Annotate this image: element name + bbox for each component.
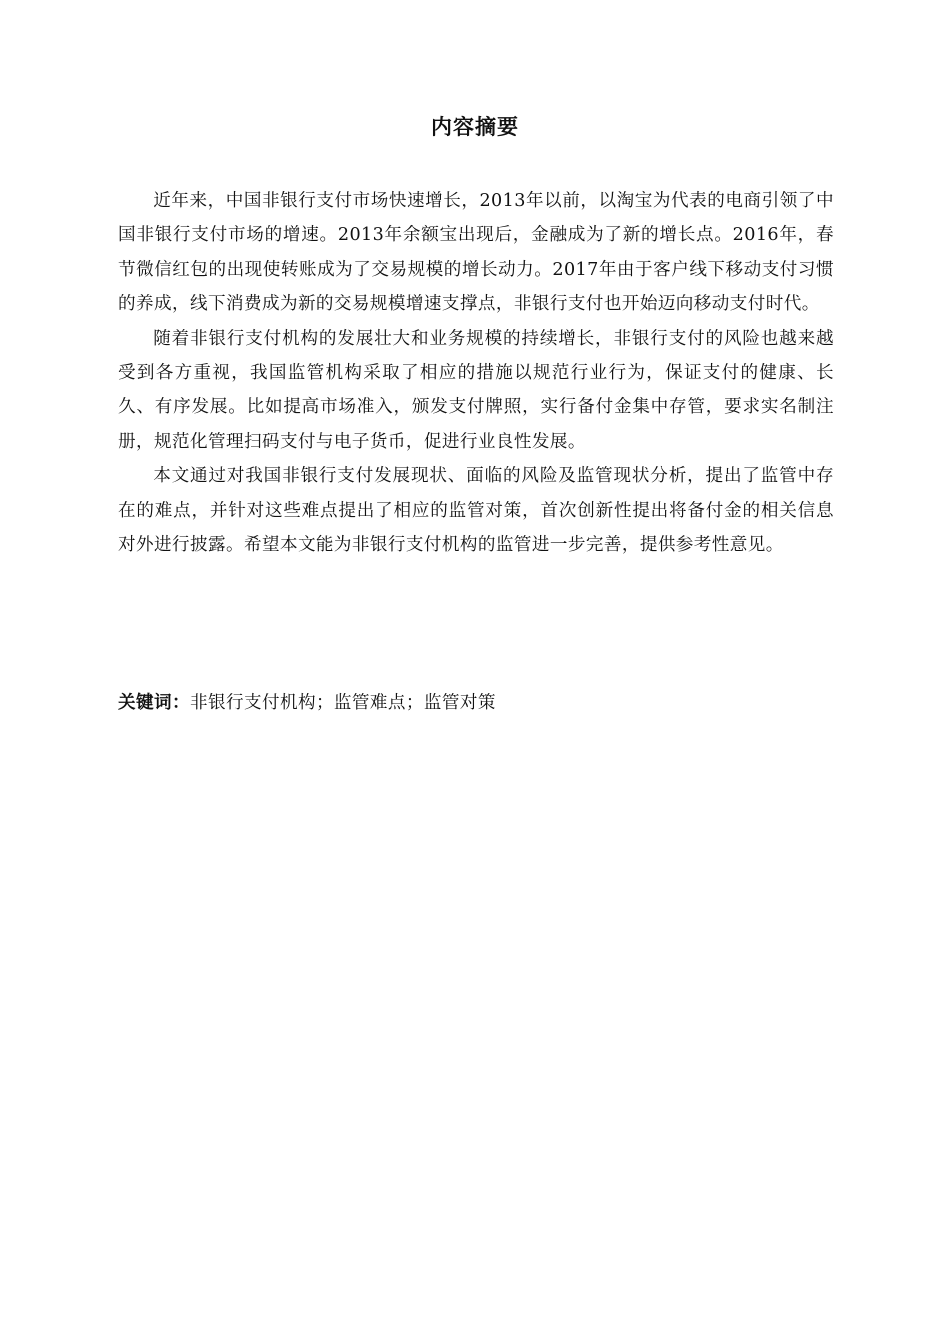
page-title: 内容摘要 [431,115,519,139]
keywords-label: 关键词： [118,693,190,713]
abstract-paragraph-2: 随着非银行支付机构的发展壮大和业务规模的持续增长，非银行支付的风险也越来越受到各方重视，我国监管机构采取了相应的措施以规范行业行为，保证支付的健康、长久、有序发展。比如提高市场准入，颁发支付牌照，实行备付金集中存管，要求实名制注册，规范化管理扫码支付与电子货币，促进行业良性发展。 [118,328,834,452]
keywords-line [118,686,834,720]
abstract-paragraph-1: 近年来，中国非银行支付市场快速增长，2013年以前，以淘宝为代表的电商引领了中国非银行支付市场的增速。2013年余额宝出现后，金融成为了新的增长点。2016年，春节微信红包的出现使转账成为了交易规模的增长动力。2017年由于客户线下移动支付习惯的养成，线下消费成为新的交易规模增速支撑点，非银行支付也开始迈向移动支付时代。 [118,191,834,315]
abstract-body [118,184,834,562]
keywords-value: 非银行支付机构；监管难点；监管对策 [189,693,496,713]
abstract-paragraph-3: 本文通过对我国非银行支付发展现状、面临的风险及监管现状分析，提出了监管中存在的难点，并针对这些难点提出了相应的监管对策，首次创新性提出将备付金的相关信息对外进行披露。希望本文能为非银行支付机构的监管进一步完善，提供参考性意见。 [118,466,834,556]
